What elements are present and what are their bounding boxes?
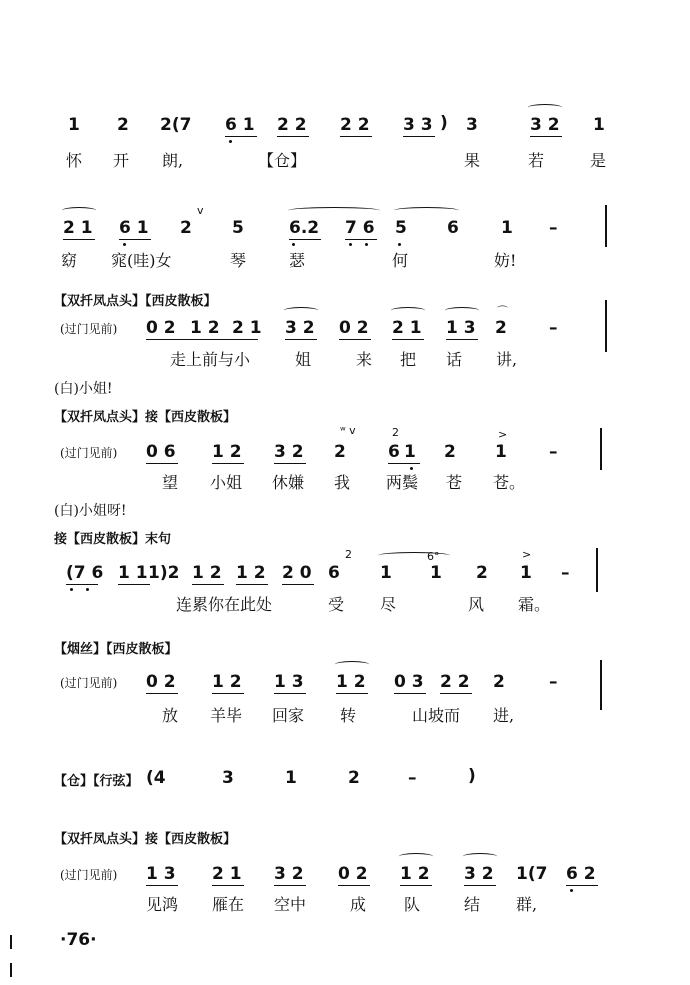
note: 1 [520,563,532,583]
note: 1 2 [212,442,242,462]
note: 3 [222,768,234,788]
lyric: 走上前与小 [170,350,251,369]
slur [391,307,425,314]
lyric: 苍 [446,473,463,492]
lyric: 放 [162,706,179,725]
slur [378,552,450,559]
lyric: 果 [464,151,481,170]
note: (4 [146,768,166,788]
grace-note-mark: 2 [392,426,399,439]
intro-label: (过门见前) [60,868,118,882]
lyric: 两鬓 [386,473,419,492]
lyric: 是 [590,151,607,170]
note: 2 [348,768,360,788]
note: 6.2 [289,218,320,238]
note: 3 2 [274,442,304,462]
breath-mark: v [197,204,204,217]
lyric: 群, [516,895,538,914]
underline [566,885,598,886]
low-dot [86,588,89,591]
underline [274,885,306,886]
note: 1 3 [146,864,176,884]
note: (7 6 [66,563,104,583]
lyric: 望 [162,473,179,492]
underline [146,885,178,886]
note: 1 2 [190,318,220,338]
note: 6 [328,563,340,583]
barline [605,300,607,352]
underline [403,136,435,137]
underline [212,693,244,694]
lyric: 小姐 [210,473,243,492]
note: 0 6 [146,442,176,462]
note: 2 [495,318,507,338]
note: 2 1 [212,864,242,884]
accent-mark: > [498,428,508,441]
lyric: 若 [528,151,545,170]
note: 6 2 [566,864,596,884]
barline [600,428,602,470]
section-heading: 【烟丝】【西皮散板】 [54,642,178,657]
note: 2 0 [282,563,312,583]
note: 1 [430,563,442,583]
note: 2 [444,442,456,462]
slur [394,207,459,214]
note: ) [440,113,448,133]
slur [399,853,433,860]
lyric: 话 [446,350,463,369]
note: 1(7 [516,864,548,884]
lyric: 窈 [61,251,78,270]
slur [335,661,369,668]
intro-label: (过门见前) [60,322,118,336]
lyric: 回家 [272,706,305,725]
low-dot [123,243,126,246]
note: 3 3 [403,115,433,135]
underline [394,693,426,694]
note: 1 [404,442,416,462]
intro-label: (过门见前) [60,676,118,690]
barline [605,205,607,247]
low-dot [365,243,368,246]
lyric: 连累你在此处 [176,595,273,614]
lyric: 雁在 [212,895,245,914]
lyric: 空中 [274,895,307,914]
note: 1 [495,442,507,462]
low-dot [398,243,401,246]
slur [288,207,380,214]
underline [119,239,151,240]
lyric: 瑟 [289,251,306,270]
lyric: 进, [493,706,515,725]
lyric: 休嫌 [272,473,305,492]
note: 0 2 [339,318,369,338]
lyric: 怀 [66,151,83,170]
grace-note-mark: 2 [345,548,352,561]
lyric: 讲, [496,350,518,369]
lyric: 何 [392,251,409,270]
underline [392,339,424,340]
note: 6 1 [119,218,149,238]
underline [225,136,257,137]
underline [277,136,309,137]
spoken-line: (白)小姐! [54,381,113,397]
note: 2 1 [63,218,93,238]
lyric: 山坡而 [412,706,461,725]
note: 2(7 [160,115,192,135]
note: 0 2 [146,318,176,338]
lyric: 结 [464,895,481,914]
note: 2 2 [340,115,370,135]
lyric: 尽 [380,595,397,614]
note: 1 1 [118,563,148,583]
lyric: 转 [340,706,357,725]
note: 1 3 [446,318,476,338]
note: – [549,672,558,692]
lyric: 成 [350,895,367,914]
spoken-line: (白)小姐呀! [54,503,127,519]
underline [285,339,317,340]
note: 1 [68,115,80,135]
note: – [549,218,558,238]
underline [339,339,371,340]
slur [62,207,96,214]
lyric: 妨! [494,251,517,270]
underline [236,584,268,585]
underline [274,693,306,694]
section-heading: 【仓】【行弦】 [54,774,139,789]
lyric: 我 [334,473,351,492]
note: 7 6 [345,218,375,238]
lyric: 队 [404,895,421,914]
underline [289,239,321,240]
underline [464,885,496,886]
underline [282,584,314,585]
underline [118,584,150,585]
lyric: 琴 [230,251,247,270]
margin-mark [10,935,12,949]
underline [338,885,370,886]
underline [146,693,178,694]
note: 2 1 [232,318,262,338]
note: 2 [334,442,346,462]
note: 1 2 [336,672,366,692]
note: – [561,563,570,583]
note: – [549,318,558,338]
section-heading: 【双扦凤点头】接【西皮散板】 [54,410,237,425]
note: 1 [501,218,513,238]
note: 2 [180,218,192,238]
underline [146,339,258,340]
note: 1 2 [236,563,266,583]
lyric: 朗, [162,151,184,170]
page-number: ·76· [60,930,97,950]
note: 5 [395,218,407,238]
section-heading: 接【西皮散板】末句 [54,532,172,547]
margin-mark [10,963,12,977]
fermata-mark: ⌒ [497,305,508,318]
note: 3 [466,115,478,135]
lyric: 风 [468,595,485,614]
note: 1 3 [274,672,304,692]
lyric: 羊毕 [210,706,243,725]
section-heading: 【双扦凤点头】接【西皮散板】 [54,832,237,847]
note: 2 2 [277,115,307,135]
underline [340,136,372,137]
lyric: 把 [400,350,417,369]
note: 2 [117,115,129,135]
lyric: 见鸿 [146,895,179,914]
barline [600,660,602,710]
note: 3 2 [464,864,494,884]
underline [212,885,244,886]
intro-label: (过门见前) [60,446,118,460]
note: 1 2 [212,672,242,692]
grace-note-mark: 6° [427,550,440,563]
note: 6 [388,442,400,462]
lyric: 霜。 [518,595,551,614]
note: 0 2 [338,864,368,884]
note: 6 [447,218,459,238]
underline [440,693,472,694]
note: – [408,768,417,788]
low-dot [349,243,352,246]
note: 2 [476,563,488,583]
note: 0 2 [146,672,176,692]
lyric: 来 [356,350,373,369]
lyric: 受 [328,595,345,614]
low-dot [570,889,573,892]
note: – [549,442,558,462]
note: 3 2 [274,864,304,884]
lyric: 开 [113,151,130,170]
note: 6 1 [225,115,255,135]
note: 1 2 [192,563,222,583]
note: 2 2 [440,672,470,692]
slur [528,104,562,111]
slur [445,307,479,314]
low-dot [292,243,295,246]
note: 2 1 [392,318,422,338]
note: 3 2 [285,318,315,338]
underline [63,239,95,240]
accent-mark: > [522,548,532,561]
section-heading: 【双扦凤点头】【西皮散板】 [54,294,217,309]
underline [530,136,562,137]
note: 1 [380,563,392,583]
underline [212,463,244,464]
low-dot [229,140,232,143]
lyric: 姐 [295,350,312,369]
underline [274,463,306,464]
lyric: 窕(哇)女 [111,251,172,270]
note: 1 [593,115,605,135]
lyric: 【仓】 [258,151,307,170]
note: 5 [232,218,244,238]
note: 1 2 [400,864,430,884]
underline [336,693,368,694]
note: 1)2 [148,563,180,583]
low-dot [70,588,73,591]
underline [400,885,432,886]
underline [146,463,178,464]
note: 0 3 [394,672,424,692]
note: 1 [285,768,297,788]
underline [388,463,420,464]
barline [596,548,598,592]
underline [192,584,224,585]
note: 3 2 [530,115,560,135]
underline [66,584,98,585]
note: ) [468,766,476,786]
ornament-mark: ʷ v [340,424,356,437]
slur [463,853,497,860]
underline [446,339,478,340]
note: 2 [493,672,505,692]
underline [345,239,377,240]
lyric: 苍。 [493,473,526,492]
slur [284,307,318,314]
